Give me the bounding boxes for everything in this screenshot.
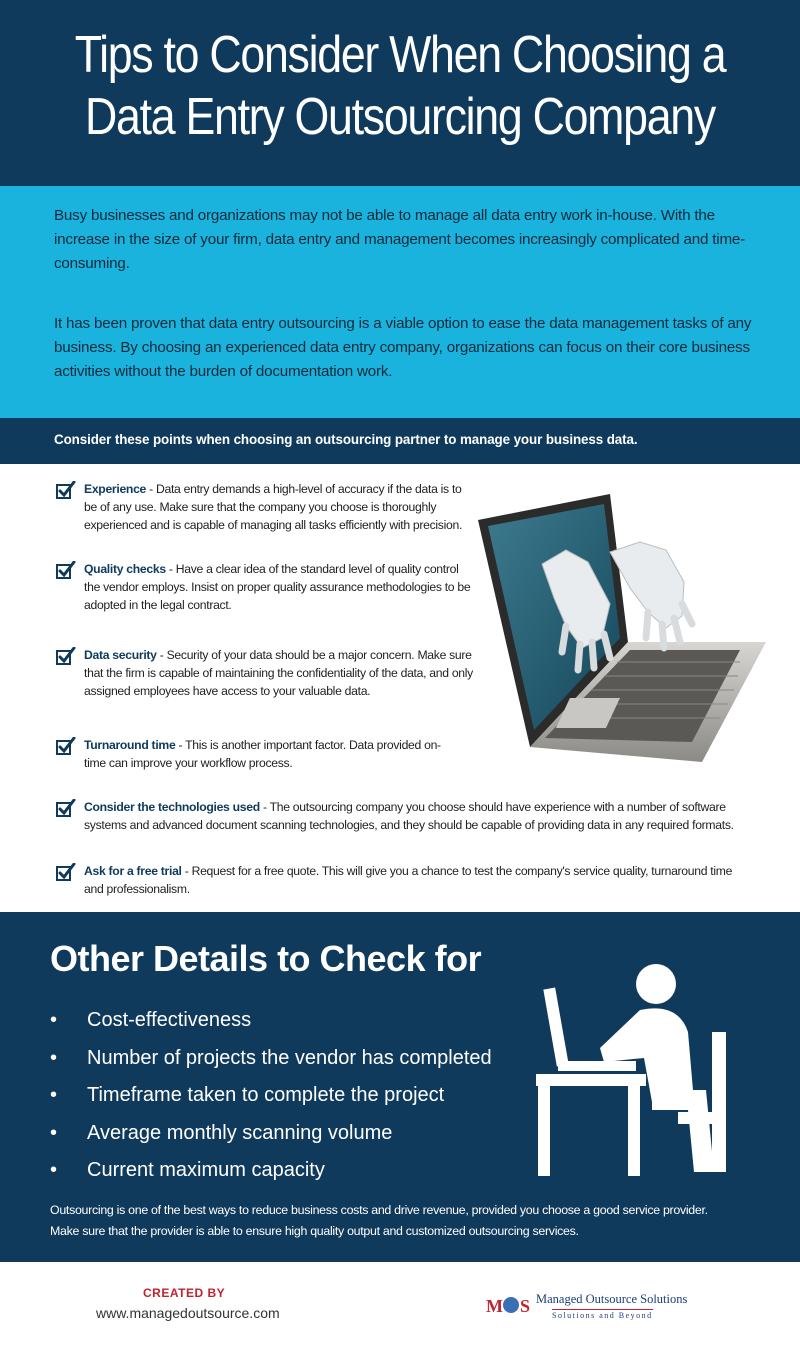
footer — [0, 1262, 800, 1358]
checkbox-icon — [56, 481, 76, 499]
details-heading: Other Details to Check for — [50, 938, 482, 979]
tip-title: Data security — [84, 648, 157, 662]
tip-body: The outsourcing company you choose should have experience with a number of software systems and advanced document scanning technologies, and they should be capable of providing data in any required formats. — [84, 800, 734, 832]
logo-company-name: Managed Outsource Solutions — [536, 1292, 688, 1306]
tip-separator: - — [175, 738, 186, 752]
logo-tagline: Solutions and Beyond — [552, 1311, 653, 1320]
checkbox-icon — [56, 799, 76, 817]
tip-title: Turnaround time — [84, 738, 176, 752]
checkbox-icon — [56, 561, 76, 579]
points-band — [0, 418, 800, 464]
page-title — [73, 24, 727, 148]
tip-body: This is another important factor. Data provided on-time can improve your workflow process. — [84, 738, 441, 770]
tip-separator: - — [156, 648, 167, 662]
tip-body: Have a clear idea of the standard level of quality control the vendor employs. Insist on proper quality assurance methodologies to be adopted in the legal contract. — [84, 562, 471, 612]
tip-separator: - — [259, 800, 270, 814]
tip-body: Security of your data should be a major concern. Make sure that the firm is capable of maintaining the confidentiality of the data, and only assigned employees have access to your valuable data. — [84, 648, 473, 698]
person-at-laptop-icon — [528, 962, 748, 1182]
company-logo — [486, 1290, 706, 1322]
created-by-label: CREATED BY — [143, 1286, 226, 1300]
svg-text:S: S — [520, 1296, 531, 1316]
tips-section — [0, 464, 800, 912]
laptop-hands-illustration — [470, 492, 770, 762]
tip-separator: - — [146, 482, 156, 496]
website-url[interactable]: www.managedoutsource.com — [96, 1305, 280, 1321]
intro-paragraph-1: Busy businesses and organizations may not be able to manage all data entry work in-house. With the increase in the size of your firm, data entry and management becomes increasingly complicated and time-consuming. — [54, 207, 746, 272]
title-line-1: Tips to Consider When Choosing a — [74, 26, 726, 84]
tip-title: Experience — [84, 482, 147, 496]
points-band-text: Consider these points when choosing an outsourcing partner to manage your business data. — [54, 432, 638, 447]
closing-line-1: Outsourcing is one of the best ways to reduce business costs and drive revenue, provided you choose a good service provider. — [50, 1203, 708, 1217]
list-item: • Timeframe taken to complete the project — [50, 1077, 492, 1115]
other-details-section — [0, 912, 800, 1262]
details-list — [50, 1002, 492, 1190]
header-banner — [0, 0, 800, 186]
intro-section — [0, 186, 800, 418]
tip-title: Consider the technologies used — [84, 800, 260, 814]
intro-paragraph-2: It has been proven that data entry outsourcing is a viable option to ease the data management tasks of any business. By choosing an experienced data entry company, organizations can focus on their core business activities without the burden of documentation work. — [54, 315, 752, 380]
tip-body: Request for a free quote. This will give you a chance to test the company's service quality, turnaround time and professionalism. — [84, 864, 733, 896]
tip-title: Quality checks — [84, 562, 166, 576]
tip-separator: - — [165, 562, 176, 576]
mos-logo-icon — [486, 1290, 534, 1322]
checkbox-icon — [56, 737, 76, 755]
checkbox-icon — [56, 863, 76, 881]
closing-text — [50, 1200, 770, 1242]
tip-body: Data entry demands a high-level of accuracy if the data is to be of any use. Make sure that the company you choose is thoroughly experienced and is capable of managing all tasks efficiently with precision. — [84, 482, 463, 532]
svg-text:M: M — [486, 1296, 503, 1316]
list-item: • Cost-effectiveness — [50, 1002, 492, 1040]
list-item: • Number of projects the vendor has completed — [50, 1040, 492, 1078]
list-item: • Current maximum capacity — [50, 1152, 492, 1190]
list-item: • Average monthly scanning volume — [50, 1115, 492, 1153]
closing-line-2: Make sure that the provider is able to ensure high quality output and customized outsourcing services. — [50, 1224, 579, 1238]
title-line-2: Data Entry Outsourcing Company — [85, 88, 715, 146]
checkbox-icon — [56, 647, 76, 665]
tip-separator: - — [181, 864, 192, 878]
tip-title: Ask for a free trial — [84, 864, 182, 878]
